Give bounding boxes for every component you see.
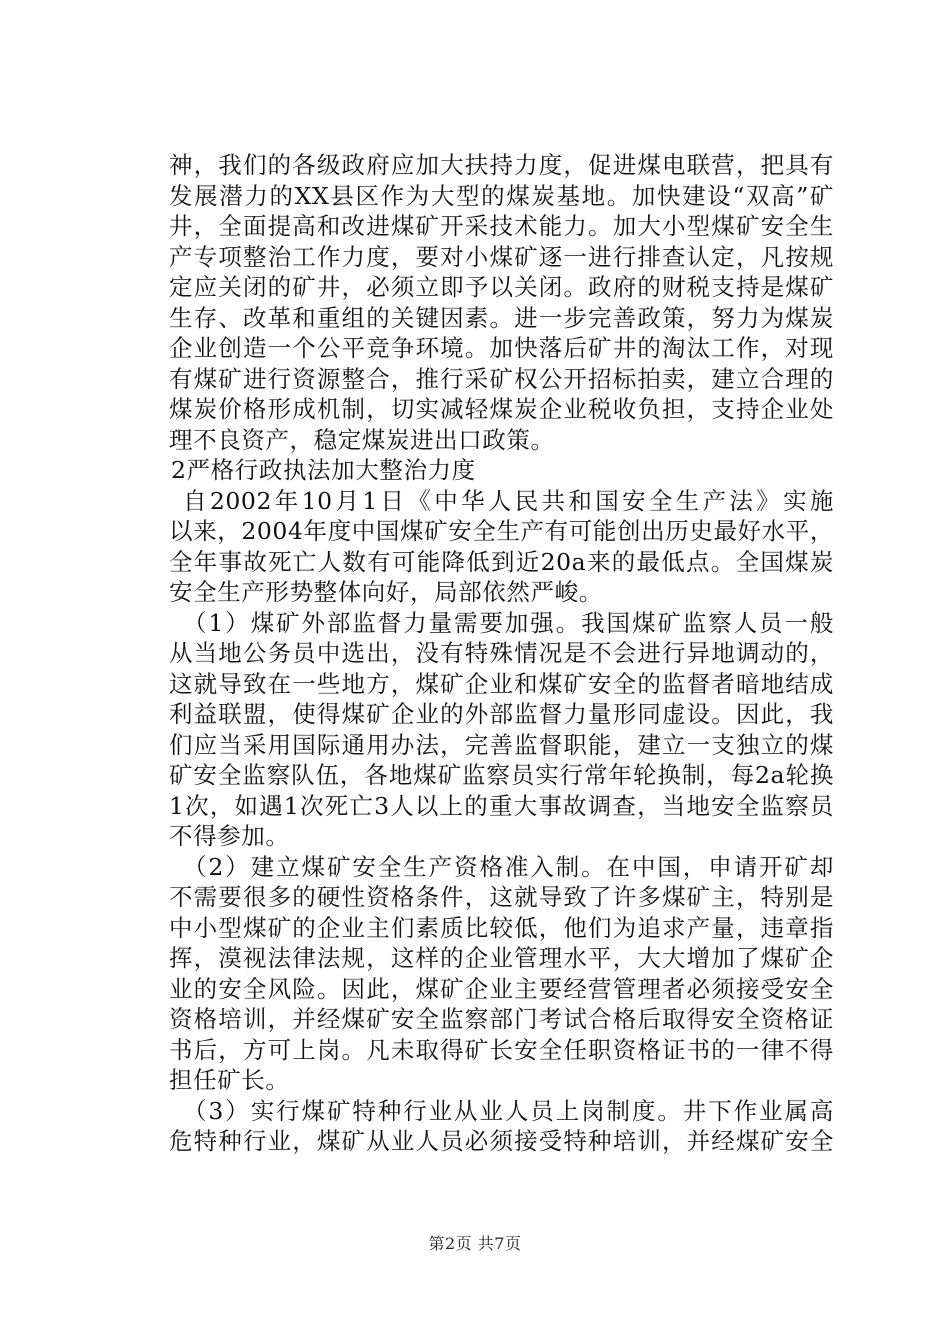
text-line: 们应当采用国际通用办法，完善监督职能，建立一支独立的煤 <box>169 730 834 759</box>
text-line: 有煤矿进行资源整合，推行采矿权公开招标拍卖，建立合理的 <box>169 364 834 393</box>
text-line: 定应关闭的矿井，必须立即予以关闭。政府的财税支持是煤矿 <box>169 273 834 301</box>
text-line: 理不良资产，稳定煤炭进出口政策。 <box>169 425 555 454</box>
text-line: （1）煤矿外部监督力量需要加强。我国煤矿监察人员一般 <box>183 608 834 637</box>
text-line: 危特种行业，煤矿从业人员必须接受特种培训，并经煤矿安全 <box>169 1127 834 1155</box>
text-line: 不得参加。 <box>169 822 290 850</box>
text-line: 这就导致在一些地方，煤矿企业和煤矿安全的监督者暗地结成 <box>169 669 834 698</box>
page-number: 第2页 共7页 <box>428 1234 522 1253</box>
text-line: 企业创造一个公平竞争环境。加快落后矿井的淘汰工作，对现 <box>169 334 834 362</box>
section-heading: 2严格行政执法加大整治力度 <box>171 456 476 484</box>
text-line: （2）建立煤矿安全生产资格准入制。在中国，申请开矿却 <box>183 852 834 881</box>
text-line: 井，全面提高和改进煤矿开采技术能力。加大小型煤矿安全生 <box>169 212 834 240</box>
text-line: 全年事故死亡人数有可能降低到近20a来的最低点。全国煤炭 <box>169 547 834 576</box>
text-line: 自2002年10月1日《中华人民共和国安全生产法》实施 <box>183 486 834 515</box>
text-line: 担任矿长。 <box>169 1066 290 1094</box>
text-line: 产专项整治工作力度，要对小煤矿逐一进行排查认定，凡按规 <box>169 242 834 271</box>
text-line: 利益联盟，使得煤矿企业的外部监督力量形同虚设。因此，我 <box>169 700 834 728</box>
text-line: 安全生产形势整体向好，局部依然严峻。 <box>169 578 603 606</box>
text-line: 不需要很多的硬性资格条件，这就导致了许多煤矿主，特别是 <box>169 883 834 911</box>
text-line: 生存、改革和重组的关键因素。进一步完善政策，努力为煤炭 <box>169 303 834 332</box>
text-line: 煤炭价格形成机制，切实减轻煤炭企业税收负担，支持企业处 <box>169 395 834 423</box>
text-line: 1次，如遇1次死亡3人以上的重大事故调查，当地安全监察员 <box>169 791 834 820</box>
document-body <box>169 150 834 1157</box>
text-line: 神，我们的各级政府应加大扶持力度，促进煤电联营，把具有 <box>169 151 834 179</box>
text-line: 矿安全监察队伍，各地煤矿监察员实行常年轮换制，每2a轮换 <box>169 761 834 789</box>
text-line: 挥，漠视法律法规，这样的企业管理水平，大大增加了煤矿企 <box>169 944 834 972</box>
text-line: 书后，方可上岗。凡未取得矿长安全任职资格证书的一律不得 <box>169 1035 834 1064</box>
text-line: 业的安全风险。因此，煤矿企业主要经营管理者必须接受安全 <box>169 974 834 1003</box>
text-line: （3）实行煤矿特种行业从业人员上岗制度。井下作业属高 <box>183 1096 834 1125</box>
text-line: 资格培训，并经煤矿安全监察部门考试合格后取得安全资格证 <box>169 1005 834 1033</box>
text-line: 从当地公务员中选出，没有特殊情况是不会进行异地调动的， <box>169 639 834 667</box>
page-footer <box>0 1231 950 1254</box>
text-line: 以来，2004年度中国煤矿安全生产有可能创出历史最好水平， <box>169 517 834 545</box>
text-line: 发展潜力的XX县区作为大型的煤炭基地。加快建设“双高”矿 <box>169 181 834 210</box>
text-line: 中小型煤矿的企业主们素质比较低，他们为追求产量，违章指 <box>169 913 834 942</box>
